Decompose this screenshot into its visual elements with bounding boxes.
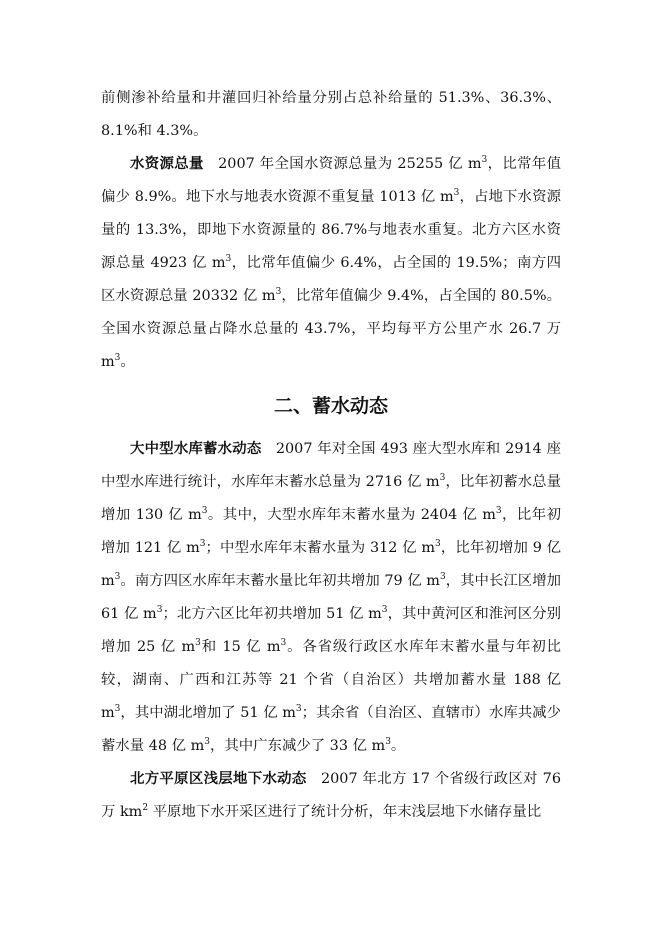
text-run: 2007 年北方 17 个省级行政区对 76 万 km	[101, 771, 561, 820]
text-run: ；其余省（自治区、直辖市）水库共减少蓄水量 48 亿 m	[101, 705, 561, 754]
superscript: 3	[385, 737, 391, 748]
paragraph-recharge-share	[101, 82, 561, 148]
text-run: ，比常年值偏少 8.9%。地下水与地表水资源不重复量 1013 亿 m	[101, 156, 561, 205]
superscript: 3	[114, 704, 121, 715]
superscript: 3	[199, 539, 206, 550]
text-run: ，其中黄河区和淮河区分别增加 25 亿 m	[101, 606, 562, 655]
superscript: 3	[204, 737, 210, 748]
text-run: 。其中，大型水库年末蓄水量为 2404 亿 m	[207, 507, 496, 523]
text-run: ，其中广东减少了 33 亿 m	[209, 738, 386, 754]
section-heading: 二、蓄水动态	[273, 395, 388, 417]
text-run: ，比常年值偏少 6.4%，占全国的 19.5%；南方四区水资源总量 20332 亿 m	[101, 255, 561, 304]
paragraph-groundwater-dynamics	[101, 763, 561, 829]
text-run: ，比年初增加 9 亿 m	[101, 540, 561, 589]
text-run: 。	[390, 738, 406, 754]
paragraph-lead: 北方平原区浅层地下水动态	[130, 771, 307, 787]
text-run: ；北方六区比年初共增加 51 亿 m	[162, 606, 382, 622]
text-run: ，其中湖北增加了 51 亿 m	[120, 705, 296, 721]
body-text	[101, 82, 561, 829]
superscript: 3	[156, 605, 163, 616]
superscript: 3	[439, 473, 446, 484]
superscript: 3	[275, 287, 282, 298]
text-run: ；中型水库年末蓄水量为 312 亿 m	[205, 540, 436, 556]
text-run: ，其中长江区增加 61 亿 m	[101, 573, 561, 622]
text-run: ，比年初蓄水总量增加 130 亿 m	[101, 474, 561, 523]
text-run: ，比年初增加 121 亿 m	[101, 507, 561, 556]
superscript: 3	[195, 638, 201, 649]
superscript: 3	[225, 254, 232, 265]
superscript: 3	[435, 539, 441, 550]
text-run: 2007 年对全国 493 座大型水库和 2914 座中型水库进行统计，水库年末蓄水总量为 2716 亿 m	[101, 441, 561, 490]
text-run: ，比常年值偏少 9.4%，占全国的 80.5%。全国水资源总量占降水总量的 43.7%，平均每平方公里产水 26.7 万 m	[101, 288, 561, 370]
paragraph-lead: 水资源总量	[130, 156, 204, 172]
superscript: 3	[280, 638, 287, 649]
superscript: 3	[495, 506, 502, 517]
text-run: 。	[120, 354, 135, 370]
text-run: 2007 年全国水资源总量为 25255 亿 m	[218, 156, 482, 172]
superscript: 3	[114, 353, 121, 364]
text-run: 平原地下水开采区进行了统计分析，年末浅层地下水储存量比	[148, 804, 542, 820]
superscript: 3	[439, 572, 446, 583]
superscript: 3	[114, 572, 121, 583]
superscript: 2	[142, 803, 149, 814]
paragraph-text: 前侧渗补给量和井灌回归补给量分别占总补给量的 51.3%、36.3%、8.1%和 4.3%。	[101, 90, 561, 139]
superscript: 3	[481, 155, 488, 166]
paragraph-lead: 大中型水库蓄水动态	[130, 441, 262, 457]
superscript: 3	[453, 188, 460, 199]
superscript: 3	[381, 605, 388, 616]
paragraph-reservoir-storage	[101, 433, 561, 763]
superscript: 3	[295, 704, 302, 715]
paragraph-water-resources-total	[101, 148, 561, 379]
superscript: 3	[201, 506, 208, 517]
text-run: 和 15 亿 m	[200, 639, 281, 655]
text-run: 。南方四区水库年末蓄水量比年初共增加 79 亿 m	[120, 573, 440, 589]
text-run: ，占地下水资源量的 13.3%，即地下水资源量的 86.7%与地表水重复。北方六区水资源总量 4923 亿 m	[101, 189, 561, 271]
text-run: 。各省级行政区水库年末蓄水量与年初比较，湖南、广西和江苏等 21 个省（自治区）共增加蓄水量 188 亿 m	[101, 639, 561, 721]
